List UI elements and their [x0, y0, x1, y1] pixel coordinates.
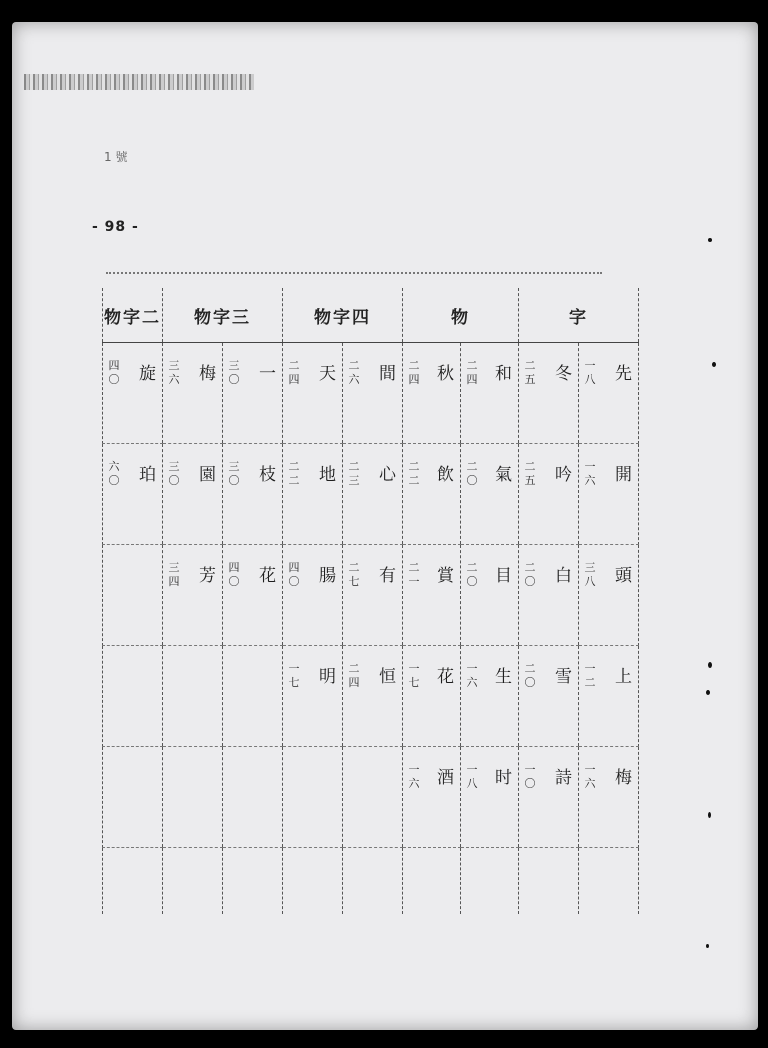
table-cell — [461, 848, 519, 915]
table-cell — [163, 646, 223, 747]
table-cell — [519, 848, 579, 915]
table-cell — [223, 646, 283, 747]
table-cell — [223, 848, 283, 915]
table-cell: 一八 先 — [579, 343, 639, 444]
table-cell: 三〇 枝 — [223, 444, 283, 545]
ink-speck — [708, 238, 712, 242]
table-cell: 二四 天 — [283, 343, 343, 444]
header-cell: 物字二 — [103, 288, 163, 343]
table-cell: 四〇 腸 — [283, 545, 343, 646]
table-row — [103, 646, 639, 747]
table-cell: 六〇 珀 — [103, 444, 163, 545]
table-cell: 二五 吟 — [519, 444, 579, 545]
table-cell: 二四 恒 — [343, 646, 403, 747]
table-row — [103, 848, 639, 915]
table-cell: 二〇 目 — [461, 545, 519, 646]
table-cell — [103, 545, 163, 646]
table-cell: 二六 間 — [343, 343, 403, 444]
table-cell — [343, 848, 403, 915]
table-row — [103, 545, 639, 646]
page-number: - 98 - — [92, 219, 139, 235]
table-cell: 四〇 旋 — [103, 343, 163, 444]
dotted-rule — [106, 272, 602, 274]
table-row — [103, 343, 639, 444]
table-cell: 二一 賞 — [403, 545, 461, 646]
character-frequency-table — [102, 288, 638, 868]
table-cell: 二四 秋 — [403, 343, 461, 444]
table-cell: 二二 地 — [283, 444, 343, 545]
table-cell: 三〇 園 — [163, 444, 223, 545]
table-cell — [163, 848, 223, 915]
table-cell: 一六 梅 — [579, 747, 639, 848]
corner-mark: 1 號 — [104, 150, 128, 164]
header-cell: 物 — [403, 288, 519, 343]
table-cell: 一八 时 — [461, 747, 519, 848]
table-cell: 一六 開 — [579, 444, 639, 545]
table-cell: 二五 冬 — [519, 343, 579, 444]
table-cell — [103, 646, 163, 747]
table-cell — [403, 848, 461, 915]
table-cell: 三八 頭 — [579, 545, 639, 646]
table-cell — [103, 747, 163, 848]
table-cell: 一六 酒 — [403, 747, 461, 848]
table-cell: 四〇 花 — [223, 545, 283, 646]
table-cell: 一七 明 — [283, 646, 343, 747]
table-cell — [223, 747, 283, 848]
header-cell: 物字四 — [283, 288, 403, 343]
table-row — [103, 747, 639, 848]
table-cell — [283, 848, 343, 915]
table-cell — [579, 848, 639, 915]
table-cell: 二三 心 — [343, 444, 403, 545]
table-cell — [103, 848, 163, 915]
table-cell: 二〇 雪 — [519, 646, 579, 747]
ink-speck — [708, 662, 712, 668]
table-cell: 一七 花 — [403, 646, 461, 747]
table-cell: 二四 和 — [461, 343, 519, 444]
table-cell: 一二 上 — [579, 646, 639, 747]
table-cell: 一六 生 — [461, 646, 519, 747]
table-cell: 二〇 白 — [519, 545, 579, 646]
table-cell — [283, 747, 343, 848]
table-cell: 二〇 氣 — [461, 444, 519, 545]
table-cell: 三〇 一 — [223, 343, 283, 444]
header-cell: 字 — [519, 288, 639, 343]
smudged-header-strip — [24, 74, 254, 90]
ink-speck — [712, 362, 716, 367]
table-cell: 三四 芳 — [163, 545, 223, 646]
header-cell: 物字三 — [163, 288, 283, 343]
ink-speck — [706, 944, 709, 948]
table-cell — [343, 747, 403, 848]
ink-speck — [706, 690, 710, 695]
ink-speck — [708, 812, 711, 818]
table-cell: 二二 飲 — [403, 444, 461, 545]
table-cell — [163, 747, 223, 848]
table-cell: 一〇 詩 — [519, 747, 579, 848]
table-cell: 三六 梅 — [163, 343, 223, 444]
table-cell: 二七 有 — [343, 545, 403, 646]
table-row — [103, 444, 639, 545]
